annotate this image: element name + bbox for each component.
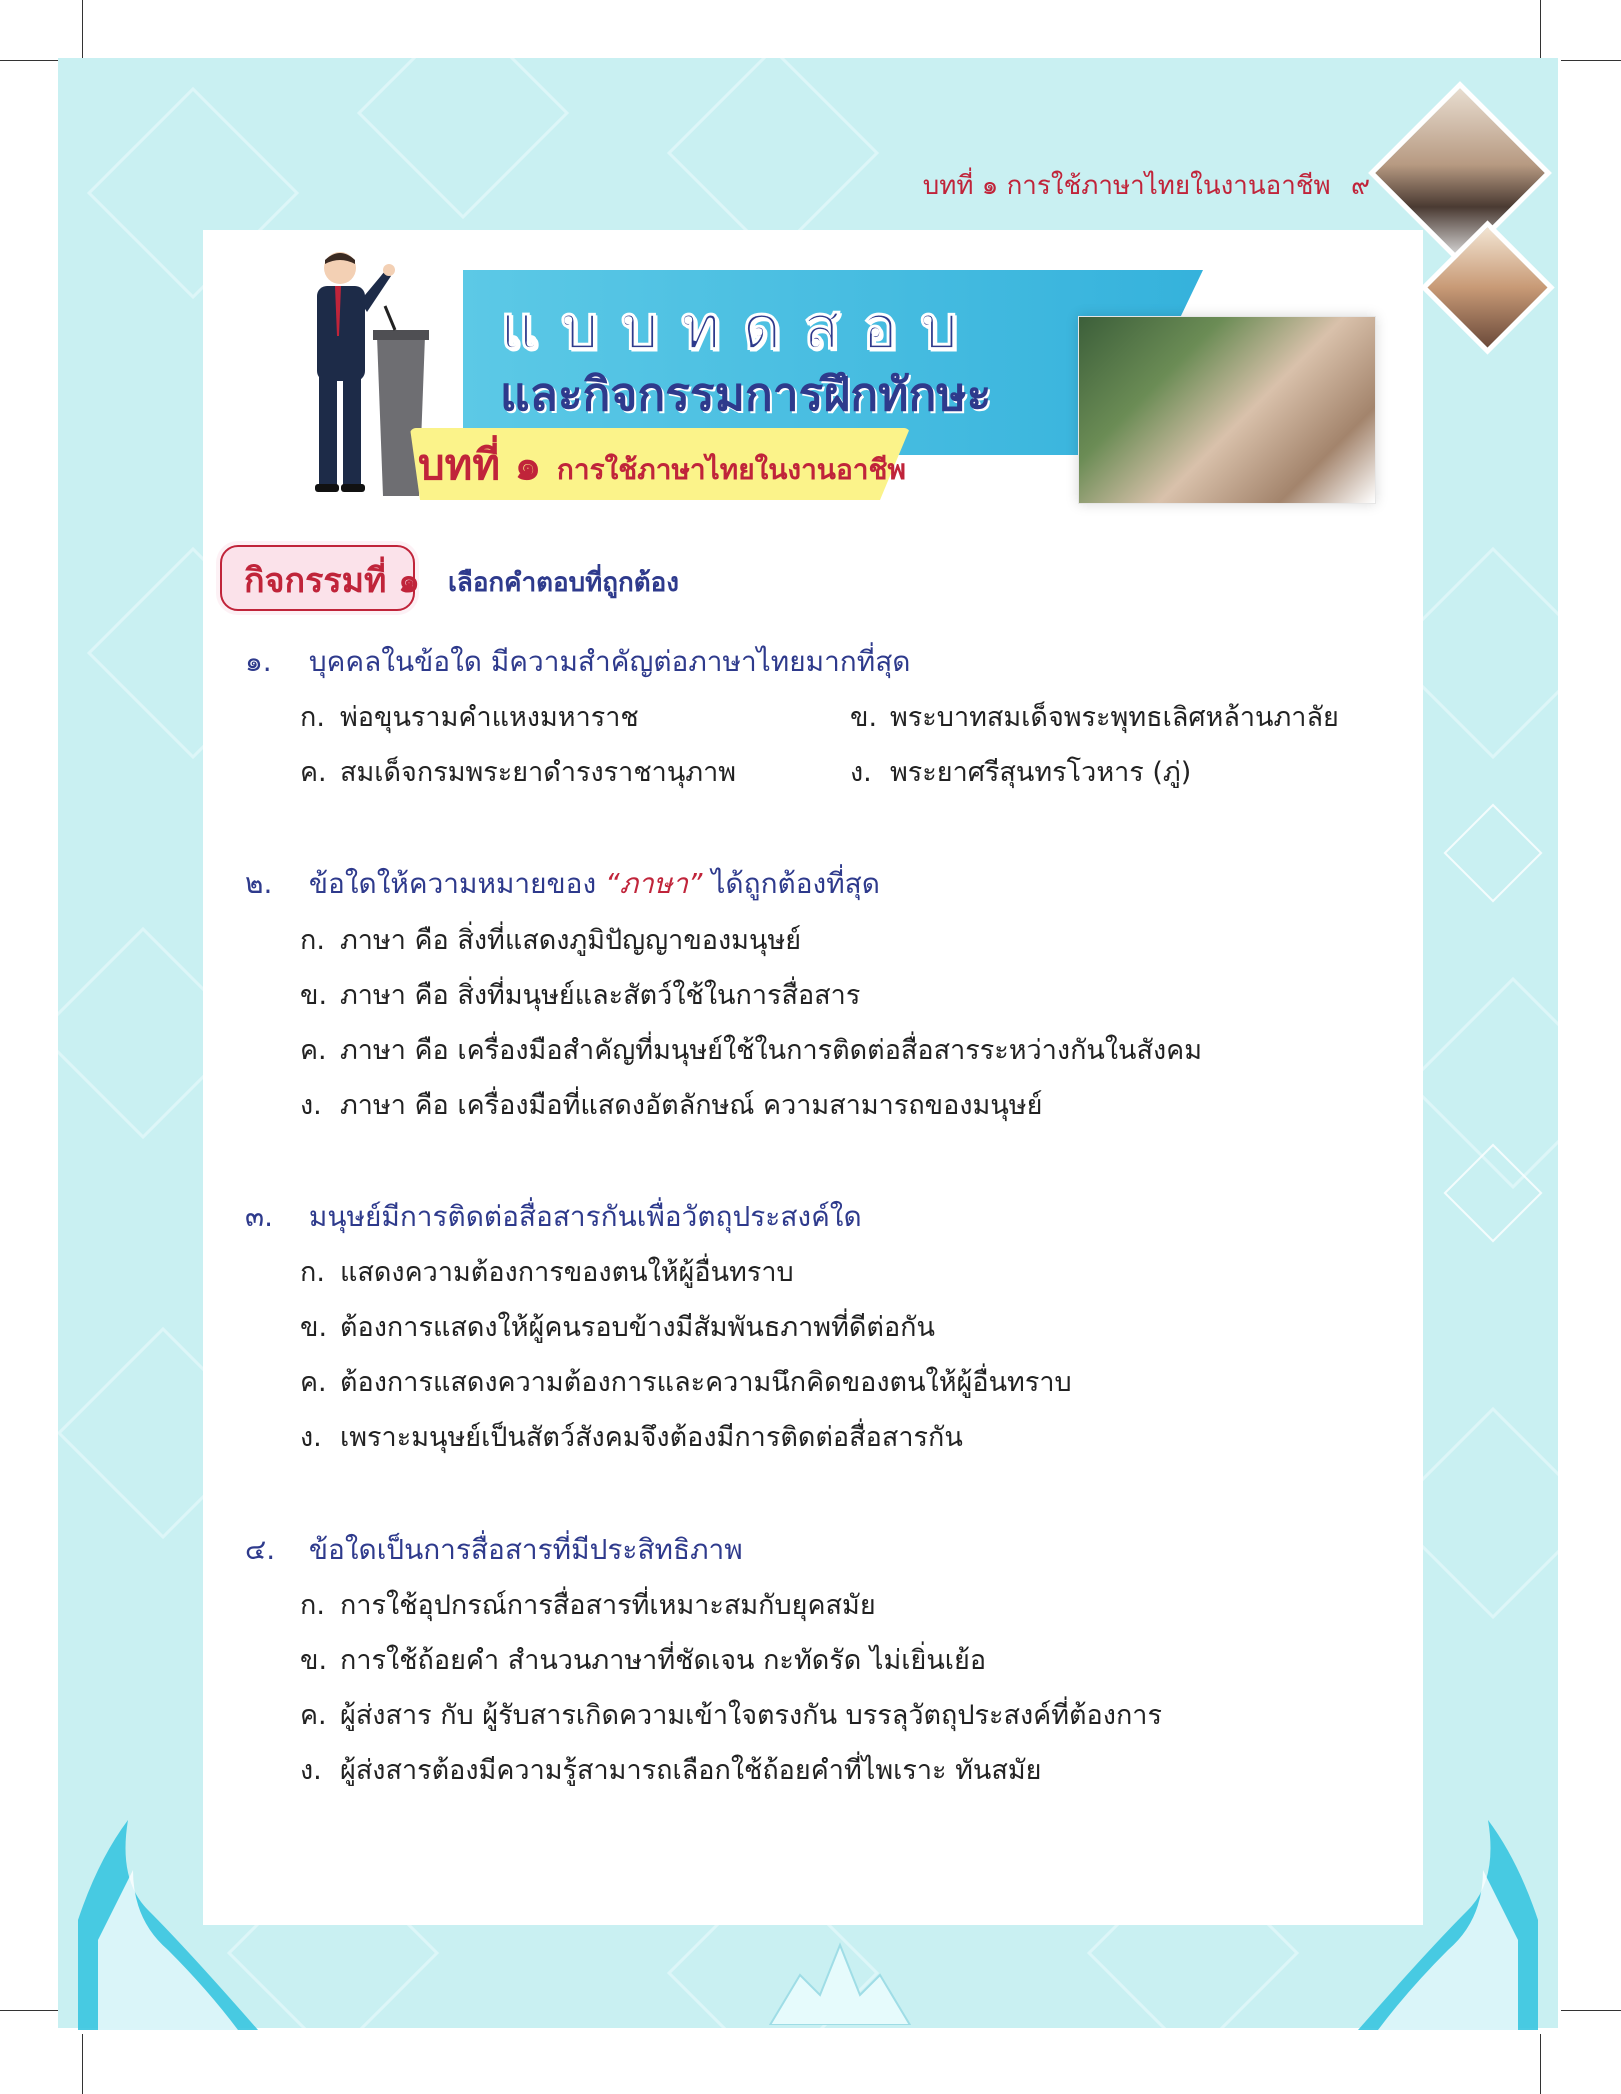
choice-2c[interactable]: [300, 1028, 1202, 1071]
crop-mark: [0, 60, 60, 61]
writing-hand-photo: [1078, 316, 1376, 504]
choice-3d[interactable]: [300, 1415, 963, 1458]
choice-letter: ค.: [300, 757, 327, 788]
question-number: ๑.: [245, 645, 272, 678]
crop-mark: [82, 0, 83, 60]
temple-roof-ornament: [760, 1935, 920, 2025]
choice-1d[interactable]: [850, 750, 1191, 793]
choice-letter: ข.: [300, 1312, 328, 1343]
choice-letter: ค.: [300, 1367, 327, 1398]
choice-text: เพราะมนุษย์เป็นสัตว์สังคมจึงต้องมีการติดต่อสื่อสารกัน: [340, 1422, 963, 1453]
choice-text: ผู้ส่งสาร กับ ผู้รับสารเกิดความเข้าใจตรงกัน บรรลุวัตถุประสงค์ที่ต้องการ: [340, 1700, 1162, 1731]
choice-letter: ข.: [300, 980, 328, 1011]
choice-letter: ง.: [300, 1755, 322, 1786]
choice-3c[interactable]: [300, 1360, 1072, 1403]
choice-text: ภาษา คือ เครื่องมือที่แสดงอัตลักษณ์ ความสามารถของมนุษย์: [340, 1090, 1043, 1121]
choice-text: ผู้ส่งสารต้องมีความรู้สามารถเลือกใช้ถ้อยคำที่ไพเราะ ทันสมัย: [340, 1755, 1042, 1786]
crop-mark: [0, 2010, 60, 2011]
choice-letter: ง.: [850, 757, 872, 788]
choice-4b[interactable]: [300, 1638, 986, 1681]
question-text-before: ข้อใดให้ความหมายของ: [308, 867, 597, 900]
question-text: ข้อใดเป็นการสื่อสารที่มีประสิทธิภาพ: [308, 1533, 743, 1566]
choice-3b[interactable]: [300, 1305, 935, 1348]
choice-4d[interactable]: [300, 1748, 1041, 1791]
choice-3a[interactable]: [300, 1250, 794, 1293]
choice-4a[interactable]: [300, 1583, 876, 1626]
running-head: [830, 165, 1370, 206]
crop-mark: [1540, 0, 1541, 60]
choice-text: ภาษา คือ เครื่องมือสำคัญที่มนุษย์ใช้ในการติดต่อสื่อสารระหว่างกันในสังคม: [340, 1035, 1203, 1066]
choice-text: แสดงความต้องการของตนให้ผู้อื่นทราบ: [340, 1257, 794, 1288]
choice-letter: ก.: [300, 702, 325, 733]
crop-mark: [1561, 60, 1621, 61]
question-3: [245, 1195, 862, 1239]
choice-letter: ค.: [300, 1035, 327, 1066]
choice-text: ต้องการแสดงให้ผู้คนรอบข้างมีสัมพันธภาพที่ดีต่อกัน: [340, 1312, 935, 1343]
question-text: บุคคลในข้อใด มีความสำคัญต่อภาษาไทยมากที่สุด: [308, 645, 911, 678]
choice-text: การใช้ถ้อยคำ สำนวนภาษาที่ชัดเจน กะทัดรัด ไม่เยิ่นเย้อ: [340, 1645, 987, 1676]
choice-letter: ข.: [300, 1645, 328, 1676]
page-number: ๙: [1350, 171, 1370, 201]
choice-2d[interactable]: [300, 1083, 1042, 1126]
pattern-diamond: [357, 58, 569, 219]
question-number: ๔.: [245, 1533, 276, 1566]
choice-1b[interactable]: [850, 695, 1339, 738]
choice-letter: ข.: [850, 702, 878, 733]
question-text: มนุษย์มีการติดต่อสื่อสารกันเพื่อวัตถุประสงค์ใด: [308, 1200, 862, 1233]
choice-letter: ก.: [300, 1257, 325, 1288]
question-text-emphasis: “ภาษา”: [605, 867, 703, 900]
chapter-title: การใช้ภาษาไทยในงานอาชีพ: [556, 453, 906, 486]
question-text-after: ได้ถูกต้องที่สุด: [711, 867, 880, 900]
choice-letter: ค.: [300, 1700, 327, 1731]
choice-text: สมเด็จกรมพระยาดำรงราชานุภาพ: [340, 757, 737, 788]
chapter-ribbon-text: [418, 432, 906, 498]
choice-2b[interactable]: [300, 973, 860, 1016]
question-2: [245, 862, 880, 906]
banner-title-line1: แบบทดสอบ: [500, 293, 981, 363]
choice-text: การใช้อุปกรณ์การสื่อสารที่เหมาะสมกับยุคสมัย: [340, 1590, 876, 1621]
choice-text: พ่อขุนรามคำแหงมหาราช: [340, 702, 639, 733]
crop-mark: [1540, 2034, 1541, 2094]
activity-instruction: เลือกคำตอบที่ถูกต้อง: [448, 568, 679, 598]
activity-badge-label: กิจกรรมที่ ๑: [244, 561, 420, 601]
crop-mark: [1561, 2010, 1621, 2011]
choice-text: พระบาทสมเด็จพระพุทธเลิศหล้านภาลัย: [890, 702, 1339, 733]
question-number: ๒.: [245, 867, 273, 900]
choice-1c[interactable]: [300, 750, 736, 793]
choice-1a[interactable]: [300, 695, 639, 738]
running-head-title: บทที่ ๑ การใช้ภาษาไทยในงานอาชีพ: [922, 171, 1331, 201]
crop-mark: [82, 2034, 83, 2094]
choice-text: ภาษา คือ สิ่งที่มนุษย์และสัตว์ใช้ในการสื่อสาร: [340, 980, 861, 1011]
choice-4c[interactable]: [300, 1693, 1162, 1736]
pattern-diamond: [667, 58, 879, 259]
question-4: [245, 1528, 743, 1572]
choice-text: พระยาศรีสุนทรโวหาร (ภู่): [890, 757, 1192, 788]
choice-text: ต้องการแสดงความต้องการและความนึกคิดของตนให้ผู้อื่นทราบ: [340, 1367, 1072, 1398]
banner-title-line2: และกิจกรรมการฝึกทักษะ: [500, 367, 992, 421]
chapter-label: บทที่ ๑: [418, 440, 542, 489]
choice-2a[interactable]: [300, 918, 801, 961]
choice-text: ภาษา คือ สิ่งที่แสดงภูมิปัญญาของมนุษย์: [340, 925, 802, 956]
choice-letter: ง.: [300, 1090, 322, 1121]
choice-letter: ง.: [300, 1422, 322, 1453]
pattern-diamond: [1444, 804, 1543, 903]
choice-letter: ก.: [300, 925, 325, 956]
question-1: [245, 640, 910, 684]
choice-letter: ก.: [300, 1590, 325, 1621]
question-number: ๓.: [245, 1200, 274, 1233]
